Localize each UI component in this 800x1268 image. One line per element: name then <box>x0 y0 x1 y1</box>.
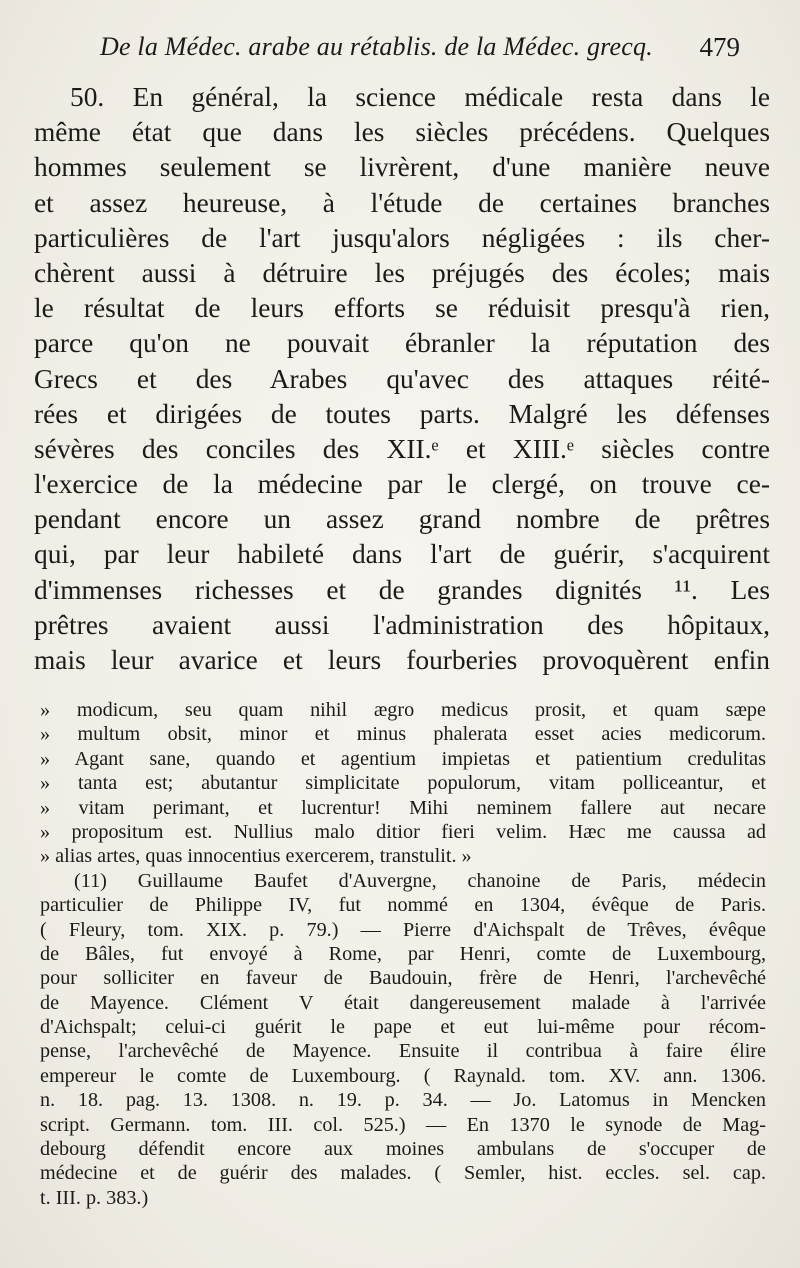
footnote-line: (11) Guillaume Baufet d'Auvergne, chanoine de Paris, médecin <box>74 869 766 892</box>
body-line: Grecs et des Arabes qu'avec des attaques réité- <box>34 363 770 394</box>
footnote-line: t. III. p. 383.) <box>40 1186 149 1209</box>
body-line: et assez heureuse, à l'étude de certaines branches <box>34 187 770 218</box>
footnote-line: n. 18. pag. 13. 1308. n. 19. p. 34. — Jo. Latomus in Mencken <box>40 1089 766 1112</box>
footnote-line: d'Aichspalt; celui-ci guérit le pape et eut lui-même pour récom- <box>40 1016 766 1039</box>
footnote-line: de Bâles, fut envoyé à Rome, par Henri, comte de Luxembourg, <box>40 942 766 965</box>
page-number: 479 <box>699 32 740 62</box>
quote-line: » alias artes, quas innocentius exercerem, transtulit. » <box>40 845 472 868</box>
main-paragraph <box>34 80 770 678</box>
footnote-line: debourg défendit encore aux moines ambulans de s'occuper de <box>40 1138 766 1161</box>
quote-line: » tanta est; abutantur simplicitate populorum, vitam polliceantur, et <box>40 772 766 795</box>
body-line: d'immenses richesses et de grandes dignités ¹¹. Les <box>34 574 770 605</box>
quote-line: » propositum est. Nullius malo ditior fieri velim. Hæc me caussa ad <box>40 820 766 843</box>
footnote-line: médecine et de guérir des malades. ( Semler, hist. eccles. sel. cap. <box>40 1162 766 1185</box>
footnote-line: pense, l'archevêché de Mayence. Ensuite il contribua à faire élire <box>40 1040 766 1063</box>
quote-line: » modicum, seu quam nihil ægro medicus prosit, et quam sæpe <box>40 699 766 721</box>
quote-line: » multum obsit, minor et minus phalerata esset acies medicorum. <box>40 723 766 746</box>
body-line: particulières de l'art jusqu'alors négligées : ils cher- <box>34 222 770 253</box>
page-header <box>100 30 740 74</box>
body-line: chèrent aussi à détruire les préjugés des écoles; mais <box>34 257 770 288</box>
body-line: pendant encore un assez grand nombre de prêtres <box>34 504 770 535</box>
body-line: le résultat de leurs efforts se réduisit presqu'à rien, <box>34 293 770 324</box>
footnote-line: pour solliciter en faveur de Baudouin, frère de Henri, l'archevêché <box>40 967 766 990</box>
footnote-line: script. Germann. tom. III. col. 525.) — En 1370 le synode de Mag- <box>40 1113 766 1136</box>
body-line: prêtres avaient aussi l'administration des hôpitaux, <box>34 609 770 640</box>
footnote-line: particulier de Philippe IV, fut nommé en 1304, évêque de Paris. <box>40 894 766 917</box>
body-line: hommes seulement se livrèrent, d'une manière neuve <box>34 152 770 183</box>
body-line: qui, par leur habileté dans l'art de guérir, s'acquirent <box>34 539 770 570</box>
body-line: mais leur avarice et leurs fourberies provoquèrent enfin <box>34 645 770 675</box>
running-head: De la Médec. arabe au rétablis. de la Médec. grecq. <box>100 32 653 61</box>
body-line: 50. En général, la science médicale resta dans le <box>70 82 770 112</box>
footnote-line: de Mayence. Clément V était dangereusement malade à l'arrivée <box>40 991 766 1014</box>
body-line: rées et dirigées de toutes parts. Malgré les défenses <box>34 398 770 429</box>
body-line: l'exercice de la médecine par le clergé, on trouve ce- <box>34 469 770 500</box>
quote-line: » vitam perimant, et lucrentur! Mihi neminem fallere aut necare <box>40 796 766 819</box>
footnote-line: ( Fleury, tom. XIX. p. 79.) — Pierre d'Aichspalt de Trêves, évêque <box>40 918 766 941</box>
body-line: parce qu'on ne pouvait ébranler la réputation des <box>34 328 770 359</box>
body-line: sévères des conciles des XII.ᵉ et XIII.ᵉ siècles contre <box>34 433 770 464</box>
body-line: même état que dans les siècles précédens. Quelques <box>34 117 770 148</box>
footnote-line: empereur le comte de Luxembourg. ( Raynald. tom. XV. ann. 1306. <box>40 1064 766 1087</box>
notes-block <box>40 698 766 1210</box>
quote-line: » Agant sane, quando et agentium impietas et patientium credulitas <box>40 747 766 770</box>
